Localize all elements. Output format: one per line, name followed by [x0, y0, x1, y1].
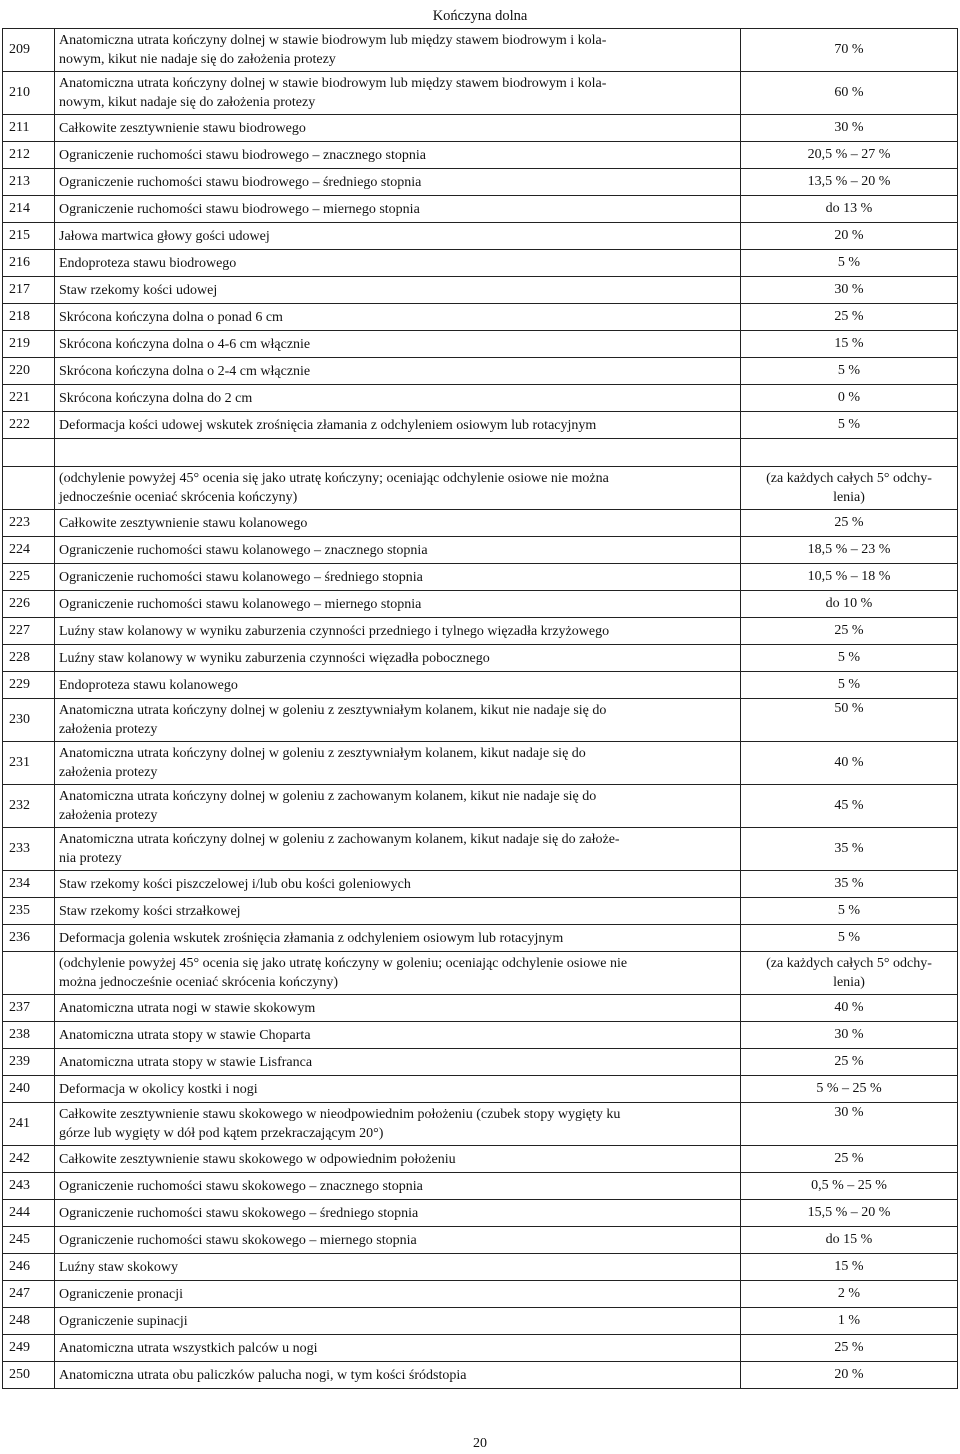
table-row: [3, 1335, 958, 1362]
table-row: [3, 564, 958, 591]
table-row: [3, 72, 958, 115]
row-description: [55, 564, 741, 591]
table-row: [3, 645, 958, 672]
description-line: (odchylenie powyżej 45° ocenia się jako utratę kończyny w goleniu; oceniając odchylenie osiowe nie: [59, 956, 628, 971]
table-row: [3, 1173, 958, 1200]
table-row: [3, 871, 958, 898]
description-line: Ograniczenie supinacji: [59, 1313, 188, 1329]
description-line: Całkowite zesztywnienie stawu kolanowego: [59, 515, 308, 531]
row-number: 243: [3, 1173, 55, 1200]
row-percentage: 5 %: [741, 358, 958, 385]
row-percentage: 25 %: [741, 618, 958, 645]
table-row: [3, 385, 958, 412]
row-description: [55, 510, 741, 537]
row-percentage: 50 %: [741, 699, 958, 742]
description-line: Anatomiczna utrata stopy w stawie Choparta: [59, 1027, 311, 1043]
description-line: Endoproteza stawu biodrowego: [59, 255, 237, 271]
row-percentage: 20,5 % – 27 %: [741, 142, 958, 169]
row-number: 229: [3, 672, 55, 699]
row-number: 250: [3, 1362, 55, 1389]
table-row: [3, 1200, 958, 1227]
description-line: Ograniczenie ruchomości stawu skokowego – znacznego stopnia: [59, 1178, 423, 1194]
row-number: 209: [3, 29, 55, 72]
row-percentage: 5 %: [741, 672, 958, 699]
row-description: [55, 1227, 741, 1254]
row-description: [55, 828, 741, 871]
description-line: Całkowite zesztywnienie stawu skokowego w odpowiednim położeniu: [59, 1151, 456, 1167]
row-number: 242: [3, 1146, 55, 1173]
description-line: Anatomiczna utrata kończyny dolnej w goleniu z zachowanym kolanem, kikut nie nadaje się do: [59, 789, 597, 804]
description-line: Staw rzekomy kości strzałkowej: [59, 903, 241, 919]
row-percentage: 30 %: [741, 115, 958, 142]
row-number: 231: [3, 742, 55, 785]
row-percentage: 10,5 % – 18 %: [741, 564, 958, 591]
table-row: [3, 467, 958, 510]
row-percentage: 15 %: [741, 1254, 958, 1281]
row-description: [55, 385, 741, 412]
row-percentage: [741, 952, 958, 995]
row-number: 233: [3, 828, 55, 871]
table-row: [3, 828, 958, 871]
row-description: [55, 1281, 741, 1308]
description-line: Anatomiczna utrata kończyny dolnej w goleniu z zesztywniałym kolanem, kikut nadaje się do: [59, 746, 586, 761]
row-percentage: 15 %: [741, 331, 958, 358]
row-number: 235: [3, 898, 55, 925]
row-description: [55, 467, 741, 510]
row-description: [55, 115, 741, 142]
row-number: 249: [3, 1335, 55, 1362]
row-percentage: 1 %: [741, 1308, 958, 1335]
table-row: [3, 1049, 958, 1076]
row-description: [55, 1103, 741, 1146]
row-description: [55, 537, 741, 564]
row-description: [55, 277, 741, 304]
row-number: 217: [3, 277, 55, 304]
row-percentage: 15,5 % – 20 %: [741, 1200, 958, 1227]
table-row: [3, 1362, 958, 1389]
row-number: 221: [3, 385, 55, 412]
row-description: [55, 1200, 741, 1227]
row-description: [55, 1049, 741, 1076]
row-description: [55, 995, 741, 1022]
row-number: 213: [3, 169, 55, 196]
description-line: Skrócona kończyna dolna o 2-4 cm włącznie: [59, 363, 311, 379]
description-line: Ograniczenie ruchomości stawu skokowego – średniego stopnia: [59, 1205, 419, 1221]
row-number: 248: [3, 1308, 55, 1335]
row-percentage: do 15 %: [741, 1227, 958, 1254]
row-description: [55, 871, 741, 898]
row-percentage: 25 %: [741, 304, 958, 331]
table-row: [3, 591, 958, 618]
row-description: [55, 29, 741, 72]
row-number: 236: [3, 925, 55, 952]
row-description: [55, 1254, 741, 1281]
row-number: 244: [3, 1200, 55, 1227]
row-description: [55, 196, 741, 223]
table-row: [3, 742, 958, 785]
row-description: [55, 645, 741, 672]
description-line: (odchylenie powyżej 45° ocenia się jako utratę kończyny; oceniając odchylenie osiowe nie można: [59, 471, 609, 486]
description-line: Deformacja kości udowej wskutek zrośnięcia złamania z odchyleniem osiowym lub rotacyjnym: [59, 417, 597, 433]
description-line: założenia protezy: [59, 722, 158, 737]
row-percentage: 25 %: [741, 1049, 958, 1076]
row-number: 222: [3, 412, 55, 439]
table-row: [3, 331, 958, 358]
description-line: Staw rzekomy kości udowej: [59, 282, 218, 298]
description-line: Anatomiczna utrata kończyny dolnej w stawie biodrowym lub między stawem biodrowym i kola-: [59, 33, 607, 48]
table-row: [3, 304, 958, 331]
row-percentage: 0 %: [741, 385, 958, 412]
table-row: [3, 952, 958, 995]
row-number: 234: [3, 871, 55, 898]
row-number: 211: [3, 115, 55, 142]
description-line: Deformacja golenia wskutek zrośnięcia złamania z odchyleniem osiowym lub rotacyjnym: [59, 930, 564, 946]
description-line: Endoproteza stawu kolanowego: [59, 677, 238, 693]
description-line: założenia protezy: [59, 808, 158, 823]
row-percentage: 5 %: [741, 925, 958, 952]
description-line: Anatomiczna utrata obu paliczków palucha nogi, w tym kości śródstopia: [59, 1367, 467, 1383]
row-description: [55, 250, 741, 277]
description-line: nia protezy: [59, 851, 122, 866]
row-description: [55, 72, 741, 115]
page-number: 20: [473, 1436, 487, 1451]
disability-table: [2, 28, 958, 1389]
row-number: 224: [3, 537, 55, 564]
description-line: Ograniczenie ruchomości stawu kolanowego – średniego stopnia: [59, 569, 423, 585]
table-row: [3, 785, 958, 828]
description-line: Skrócona kończyna dolna do 2 cm: [59, 390, 253, 406]
row-description: [55, 785, 741, 828]
row-description: [55, 742, 741, 785]
row-percentage: 70 %: [741, 29, 958, 72]
row-percentage: 45 %: [741, 785, 958, 828]
description-line: Ograniczenie ruchomości stawu kolanowego – miernego stopnia: [59, 596, 422, 612]
row-number: 225: [3, 564, 55, 591]
description-line: Całkowite zesztywnienie stawu biodrowego: [59, 120, 306, 136]
description-line: Anatomiczna utrata kończyny dolnej w goleniu z zachowanym kolanem, kikut nadaje się do założe-: [59, 832, 620, 847]
row-description: [55, 1308, 741, 1335]
row-number: 220: [3, 358, 55, 385]
table-row: [3, 223, 958, 250]
table-row: [3, 898, 958, 925]
section-title: Kończyna dolna: [432, 8, 528, 24]
row-number: 245: [3, 1227, 55, 1254]
row-number: 239: [3, 1049, 55, 1076]
description-line: Ograniczenie ruchomości stawu skokowego – miernego stopnia: [59, 1232, 417, 1248]
row-description: [55, 672, 741, 699]
row-percentage: 30 %: [741, 277, 958, 304]
row-percentage: [741, 439, 958, 467]
row-number: 240: [3, 1076, 55, 1103]
row-number: 238: [3, 1022, 55, 1049]
row-percentage: 5 %: [741, 645, 958, 672]
row-number: 212: [3, 142, 55, 169]
percentage-line: lenia): [833, 975, 865, 990]
table-row: [3, 196, 958, 223]
table-row: [3, 142, 958, 169]
description-line: Luźny staw kolanowy w wyniku zaburzenia czynności przedniego i tylnego więzadła krzyżowego: [59, 623, 610, 639]
description-line: Ograniczenie ruchomości stawu biodrowego – średniego stopnia: [59, 174, 422, 190]
row-description: [55, 331, 741, 358]
row-percentage: 25 %: [741, 510, 958, 537]
row-number: [3, 467, 55, 510]
description-line: Jałowa martwica głowy gości udowej: [59, 228, 270, 244]
row-number: 216: [3, 250, 55, 277]
table-row: [3, 699, 958, 742]
description-line: Skrócona kończyna dolna o 4-6 cm włącznie: [59, 336, 311, 352]
table-row: [3, 1281, 958, 1308]
table-row: [3, 672, 958, 699]
table-row: [3, 925, 958, 952]
row-percentage: do 13 %: [741, 196, 958, 223]
row-number: 210: [3, 72, 55, 115]
row-description: [55, 358, 741, 385]
row-number: [3, 439, 55, 467]
row-number: 246: [3, 1254, 55, 1281]
row-percentage: 25 %: [741, 1146, 958, 1173]
row-description: [55, 1335, 741, 1362]
row-description: [55, 618, 741, 645]
description-line: jednocześnie oceniać skrócenia kończyny): [59, 490, 298, 505]
table-row: [3, 169, 958, 196]
row-number: 214: [3, 196, 55, 223]
row-description: [55, 1146, 741, 1173]
row-percentage: 5 %: [741, 412, 958, 439]
row-number: 219: [3, 331, 55, 358]
row-description: [55, 169, 741, 196]
row-number: 228: [3, 645, 55, 672]
row-percentage: 30 %: [741, 1103, 958, 1146]
description-line: Anatomiczna utrata kończyny dolnej w stawie biodrowym lub między stawem biodrowym i kola-: [59, 76, 607, 91]
row-description: [55, 412, 741, 439]
table-row: [3, 995, 958, 1022]
description-line: nowym, kikut nie nadaje się do założenia protezy: [59, 52, 336, 67]
row-number: 215: [3, 223, 55, 250]
description-line: można jednocześnie oceniać skrócenia kończyny): [59, 975, 339, 990]
description-line: Ograniczenie ruchomości stawu biodrowego – miernego stopnia: [59, 201, 420, 217]
description-line: Ograniczenie ruchomości stawu biodrowego – znacznego stopnia: [59, 147, 426, 163]
row-percentage: 25 %: [741, 1335, 958, 1362]
row-percentage: 40 %: [741, 742, 958, 785]
row-number: 241: [3, 1103, 55, 1146]
table-row: [3, 439, 958, 467]
description-line: założenia protezy: [59, 765, 158, 780]
row-number: 247: [3, 1281, 55, 1308]
row-description: [55, 1362, 741, 1389]
row-percentage: 13,5 % – 20 %: [741, 169, 958, 196]
table-row: [3, 510, 958, 537]
row-description: [55, 1022, 741, 1049]
description-line: górze lub wygięty w dół pod kątem przekraczającym 20°): [59, 1126, 384, 1141]
description-line: Anatomiczna utrata stopy w stawie Lisfranca: [59, 1054, 313, 1070]
description-line: Deformacja w okolicy kostki i nogi: [59, 1081, 258, 1097]
description-line: Ograniczenie pronacji: [59, 1286, 183, 1302]
table-row: [3, 537, 958, 564]
description-line: Anatomiczna utrata nogi w stawie skokowym: [59, 1000, 316, 1016]
table-row: [3, 1308, 958, 1335]
table-row: [3, 412, 958, 439]
row-percentage: 35 %: [741, 828, 958, 871]
table-row: [3, 115, 958, 142]
row-percentage: 30 %: [741, 1022, 958, 1049]
row-percentage: do 10 %: [741, 591, 958, 618]
row-description: [55, 1076, 741, 1103]
row-percentage: 35 %: [741, 871, 958, 898]
row-description: [55, 925, 741, 952]
description-line: Ograniczenie ruchomości stawu kolanowego – znacznego stopnia: [59, 542, 428, 558]
row-description: [55, 591, 741, 618]
row-description: [55, 142, 741, 169]
percentage-line: (za każdych całych 5° odchy-: [766, 471, 932, 486]
row-number: 237: [3, 995, 55, 1022]
row-percentage: 60 %: [741, 72, 958, 115]
row-percentage: 5 %: [741, 250, 958, 277]
description-line: Całkowite zesztywnienie stawu skokowego w nieodpowiednim położeniu (czubek stopy wygięty ku: [59, 1107, 621, 1122]
row-percentage: 40 %: [741, 995, 958, 1022]
row-number: 232: [3, 785, 55, 828]
row-number: 218: [3, 304, 55, 331]
description-line: Luźny staw skokowy: [59, 1259, 178, 1275]
table-row: [3, 1022, 958, 1049]
table-row: [3, 1227, 958, 1254]
table-row: [3, 1076, 958, 1103]
row-percentage: 20 %: [741, 223, 958, 250]
description-line: nowym, kikut nadaje się do założenia protezy: [59, 95, 316, 110]
row-description: [55, 1173, 741, 1200]
row-description: [55, 439, 741, 467]
row-percentage: 5 %: [741, 898, 958, 925]
table-row: [3, 1254, 958, 1281]
row-description: [55, 699, 741, 742]
table-row: [3, 277, 958, 304]
percentage-line: (za każdych całych 5° odchy-: [766, 956, 932, 971]
row-description: [55, 223, 741, 250]
row-percentage: 20 %: [741, 1362, 958, 1389]
table-row: [3, 250, 958, 277]
percentage-line: lenia): [833, 490, 865, 505]
description-line: Anatomiczna utrata kończyny dolnej w goleniu z zesztywniałym kolanem, kikut nie nadaje się do: [59, 703, 607, 718]
row-description: [55, 898, 741, 925]
description-line: Anatomiczna utrata wszystkich palców u nogi: [59, 1340, 318, 1356]
row-number: 223: [3, 510, 55, 537]
table-row: [3, 1146, 958, 1173]
description-line: Skrócona kończyna dolna o ponad 6 cm: [59, 309, 283, 325]
table-row: [3, 618, 958, 645]
description-line: Luźny staw kolanowy w wyniku zaburzenia czynności więzadła pobocznego: [59, 650, 490, 666]
row-number: 226: [3, 591, 55, 618]
row-number: 230: [3, 699, 55, 742]
row-percentage: [741, 467, 958, 510]
table-body: [3, 29, 958, 1389]
row-percentage: 5 % – 25 %: [741, 1076, 958, 1103]
row-percentage: 2 %: [741, 1281, 958, 1308]
row-number: [3, 952, 55, 995]
row-percentage: 0,5 % – 25 %: [741, 1173, 958, 1200]
row-percentage: 18,5 % – 23 %: [741, 537, 958, 564]
table-row: [3, 358, 958, 385]
table-row: [3, 1103, 958, 1146]
row-description: [55, 304, 741, 331]
table-row: [3, 29, 958, 72]
row-description: [55, 952, 741, 995]
row-number: 227: [3, 618, 55, 645]
description-line: Staw rzekomy kości piszczelowej i/lub obu kości goleniowych: [59, 876, 411, 892]
